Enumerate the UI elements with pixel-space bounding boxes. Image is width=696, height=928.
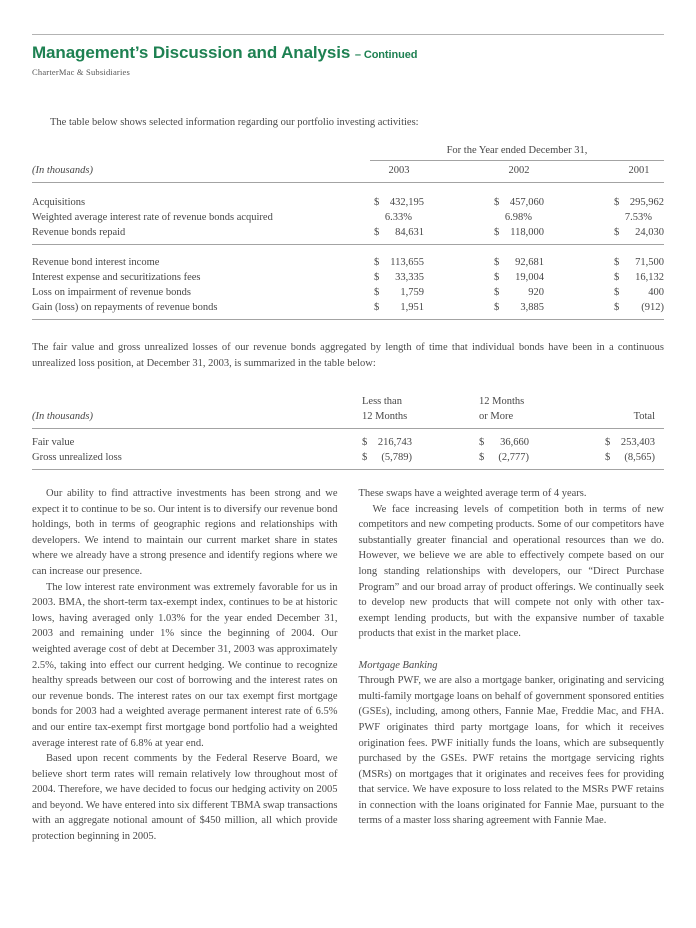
value-cell xyxy=(304,285,424,300)
amount: (912) xyxy=(641,302,664,313)
year-2001: 2001 xyxy=(628,165,650,176)
value-cell xyxy=(304,195,424,210)
year-2002: 2002 xyxy=(508,165,530,176)
table1-span-header-row xyxy=(32,144,664,161)
currency-symbol: $ xyxy=(494,257,500,268)
table-row xyxy=(32,270,664,285)
unrealized-loss-table xyxy=(32,395,664,470)
value-cell xyxy=(304,270,424,285)
table-row xyxy=(32,285,664,300)
table-row xyxy=(32,450,664,470)
body-paragraph: These swaps have a weighted average term of 4 years. xyxy=(358,488,587,499)
value-cell xyxy=(424,225,544,245)
value-cell xyxy=(424,300,544,320)
currency-symbol: $ xyxy=(494,302,500,313)
top-rule xyxy=(32,34,664,35)
page-title xyxy=(32,43,664,63)
left-column xyxy=(32,486,338,845)
amount: 295,962 xyxy=(629,197,664,208)
currency-symbol: $ xyxy=(374,302,380,313)
amount: 118,000 xyxy=(510,227,544,238)
amount: 36,660 xyxy=(500,437,529,448)
value-cell xyxy=(304,255,424,270)
fair-value-paragraph: The fair value and gross unrealized losses of our revenue bonds aggregated by length of time that individual bonds have been in a continuous unrealized loss position, at December 31, 2003, is summarized in the table below: xyxy=(32,342,664,369)
value-cell xyxy=(304,210,424,225)
value-cell xyxy=(412,450,529,470)
currency-symbol: $ xyxy=(605,452,611,463)
amount: 6.33% xyxy=(384,212,412,223)
in-thousands-label: (In thousands) xyxy=(32,409,295,429)
value-cell xyxy=(424,255,544,270)
table-row xyxy=(32,255,664,270)
col3-header-line2: Total xyxy=(633,411,655,422)
body-paragraph: Through PWF, we are also a mortgage banker, originating and servicing multi-family mortgage loans on behalf of government sponsored entities (GSEs), including, among others, Fannie Mae, Freddie Mac, and FHA. PWF originates third party mortgage loans, for which it receives origination fees. PWF initially funds the loans, which are subsequently purchased by the GSEs. PWF retains the mortgage servicing rights (MSRs) on mortgages that it originates and receives fees for providing that service. We have exposure to loss related to the MSRs PWF retains in connection with the loans originated for Fannie Mae, pursuant to the terms of a master loss sharing agreement with Fannie Mae. xyxy=(358,675,664,827)
value-cell xyxy=(424,195,544,210)
currency-symbol: $ xyxy=(494,227,500,238)
spacer-row xyxy=(32,245,664,256)
amount: 216,743 xyxy=(377,437,412,448)
portfolio-activities-table xyxy=(32,144,664,320)
currency-symbol: $ xyxy=(494,272,500,283)
currency-symbol: $ xyxy=(614,272,620,283)
amount: 6.98% xyxy=(504,212,532,223)
currency-symbol: $ xyxy=(614,302,620,313)
amount: 113,655 xyxy=(390,257,424,268)
two-column-body xyxy=(32,486,664,845)
value-cell xyxy=(544,210,664,225)
currency-symbol: $ xyxy=(374,287,380,298)
table2-header-row-2 xyxy=(32,409,664,429)
col1-header-line2: 12 Months xyxy=(362,411,408,422)
currency-symbol: $ xyxy=(374,197,380,208)
col1-header-line1: Less than xyxy=(362,396,402,407)
value-cell xyxy=(544,195,664,210)
amount: 84,631 xyxy=(395,227,424,238)
page-title-suffix: – Continued xyxy=(354,49,418,61)
col-header-cell xyxy=(412,395,529,409)
table2-header-row-1 xyxy=(32,395,664,409)
row-label: Acquisitions xyxy=(32,197,86,208)
row-label: Weighted average interest rate of revenue bonds acquired xyxy=(32,212,273,223)
currency-symbol: $ xyxy=(362,452,368,463)
currency-symbol: $ xyxy=(374,227,380,238)
amount: 7.53% xyxy=(624,212,652,223)
row-label: Interest expense and securitizations fees xyxy=(32,272,201,283)
amount: 457,060 xyxy=(509,197,544,208)
amount: 253,403 xyxy=(620,437,655,448)
value-cell xyxy=(544,300,664,320)
table-row xyxy=(32,300,664,320)
table-row xyxy=(32,195,664,210)
year-header-cell xyxy=(304,161,424,183)
value-cell xyxy=(424,285,544,300)
row-label: Loss on impairment of revenue bonds xyxy=(32,287,191,298)
value-cell xyxy=(544,285,664,300)
mortgage-banking-heading: Mortgage Banking xyxy=(358,659,438,671)
col-header-cell xyxy=(295,395,412,409)
currency-symbol: $ xyxy=(614,197,620,208)
amount: 92,681 xyxy=(515,257,544,268)
value-cell xyxy=(544,255,664,270)
col2-header-line2: or More xyxy=(479,411,514,422)
col-header-cell xyxy=(529,409,664,429)
col-header-cell xyxy=(529,395,664,409)
amount: (5,789) xyxy=(381,452,412,463)
currency-symbol: $ xyxy=(374,257,380,268)
col2-header-line1: 12 Months xyxy=(479,396,525,407)
amount: 400 xyxy=(648,287,664,298)
value-cell xyxy=(304,225,424,245)
value-cell xyxy=(544,270,664,285)
col-header-cell xyxy=(412,409,529,429)
body-paragraph: We face increasing levels of competition both in terms of new competitors and new competing products. Some of our competitors have substantially greater financial and operational resources than we do. However, we believe we are able to effectively compete based on our long standing relationships with developers, our “Direct Purchase Program” and our broad array of product offerings. We continually seek to develop new products that will compete not only with other tax-exempt lending products, but with the expansive number of taxable products that exist in the market place. xyxy=(358,503,664,640)
year-2003: 2003 xyxy=(388,165,410,176)
row-label: Revenue bonds repaid xyxy=(32,225,304,245)
amount: 1,951 xyxy=(400,302,424,313)
value-cell xyxy=(412,435,529,450)
value-cell xyxy=(529,435,664,450)
amount: 3,885 xyxy=(520,302,544,313)
in-thousands-label: (In thousands) xyxy=(32,161,304,183)
body-paragraph: Our ability to find attractive investments has been strong and we expect it to continue to be so. Our intent is to diversify our revenue bond holdings, both in terms of geographic regions and relationships with developers. We intend to maintain our current market share in states where we already have a strong presence and identify regions where we can increase our presence. xyxy=(32,488,338,577)
col-header-cell xyxy=(295,409,412,429)
value-cell xyxy=(424,270,544,285)
currency-symbol: $ xyxy=(494,287,500,298)
spacer-row xyxy=(32,183,664,196)
amount: (2,777) xyxy=(498,452,529,463)
row-label: Gross unrealized loss xyxy=(32,450,295,470)
currency-symbol: $ xyxy=(374,272,380,283)
table1-column-header-row xyxy=(32,161,664,183)
currency-symbol: $ xyxy=(605,437,611,448)
amount: 1,759 xyxy=(400,287,424,298)
company-subtitle: CharterMac & Subsidiaries xyxy=(32,67,131,77)
year-header-cell xyxy=(424,161,544,183)
table-row xyxy=(32,225,664,245)
table-row xyxy=(32,435,664,450)
currency-symbol: $ xyxy=(614,257,620,268)
value-cell xyxy=(529,450,664,470)
currency-symbol: $ xyxy=(479,437,485,448)
currency-symbol: $ xyxy=(362,437,368,448)
page-title-text: Management’s Discussion and Analysis xyxy=(32,43,351,62)
amount: 24,030 xyxy=(635,227,664,238)
currency-symbol: $ xyxy=(479,452,485,463)
value-cell xyxy=(295,435,412,450)
intro-paragraph: The table below shows selected information regarding our portfolio investing activities: xyxy=(50,117,419,128)
value-cell xyxy=(295,450,412,470)
amount: 16,132 xyxy=(635,272,664,283)
row-label: Fair value xyxy=(32,437,75,448)
year-header-cell xyxy=(544,161,664,183)
amount: 33,335 xyxy=(395,272,424,283)
amount: 19,004 xyxy=(515,272,544,283)
body-paragraph: The low interest rate environment was extremely favorable for us in 2003. BMA, the short-term tax-exempt index, continues to be at historic lows, having averaged only 1.03% for the year ended December 31, 2003 and remaining under 1% since the beginning of 2004. Our weighted average cost of debt at December 31, 2003 was approximately 2.5%, taking into effect our current hedging. We continue to recognize healthy spreads between our cost of borrowing and the interest rates on our revenue bonds. The interest rates on our tax exempt first mortgage bonds for 2003 had a weighted average permanent interest rate of 6.5% and our entire tax-exempt first mortgage bond portfolio had a weighted average interest rate of 6.8% at year end. xyxy=(32,581,338,749)
row-label: Revenue bond interest income xyxy=(32,257,160,268)
amount: 920 xyxy=(528,287,544,298)
right-column xyxy=(359,486,665,845)
value-cell xyxy=(424,210,544,225)
currency-symbol: $ xyxy=(494,197,500,208)
table1-span-header: For the Year ended December 31, xyxy=(370,144,664,161)
body-paragraph: Based upon recent comments by the Federal Reserve Board, we believe short term rates will remain relatively low throughout most of 2004. Therefore, we have decided to focus our hedging activity on 2005 and beyond. We have entered into six different TBMA swap transactions with an aggregate notional amount of $450 million, all which provide protection beginning in 2005. xyxy=(32,753,338,843)
value-cell xyxy=(544,225,664,245)
currency-symbol: $ xyxy=(614,287,620,298)
table-row xyxy=(32,210,664,225)
amount: 71,500 xyxy=(635,257,664,268)
value-cell xyxy=(304,300,424,320)
row-label: Gain (loss) on repayments of revenue bonds xyxy=(32,300,304,320)
amount: 432,195 xyxy=(389,197,424,208)
amount: (8,565) xyxy=(624,452,655,463)
currency-symbol: $ xyxy=(614,227,620,238)
